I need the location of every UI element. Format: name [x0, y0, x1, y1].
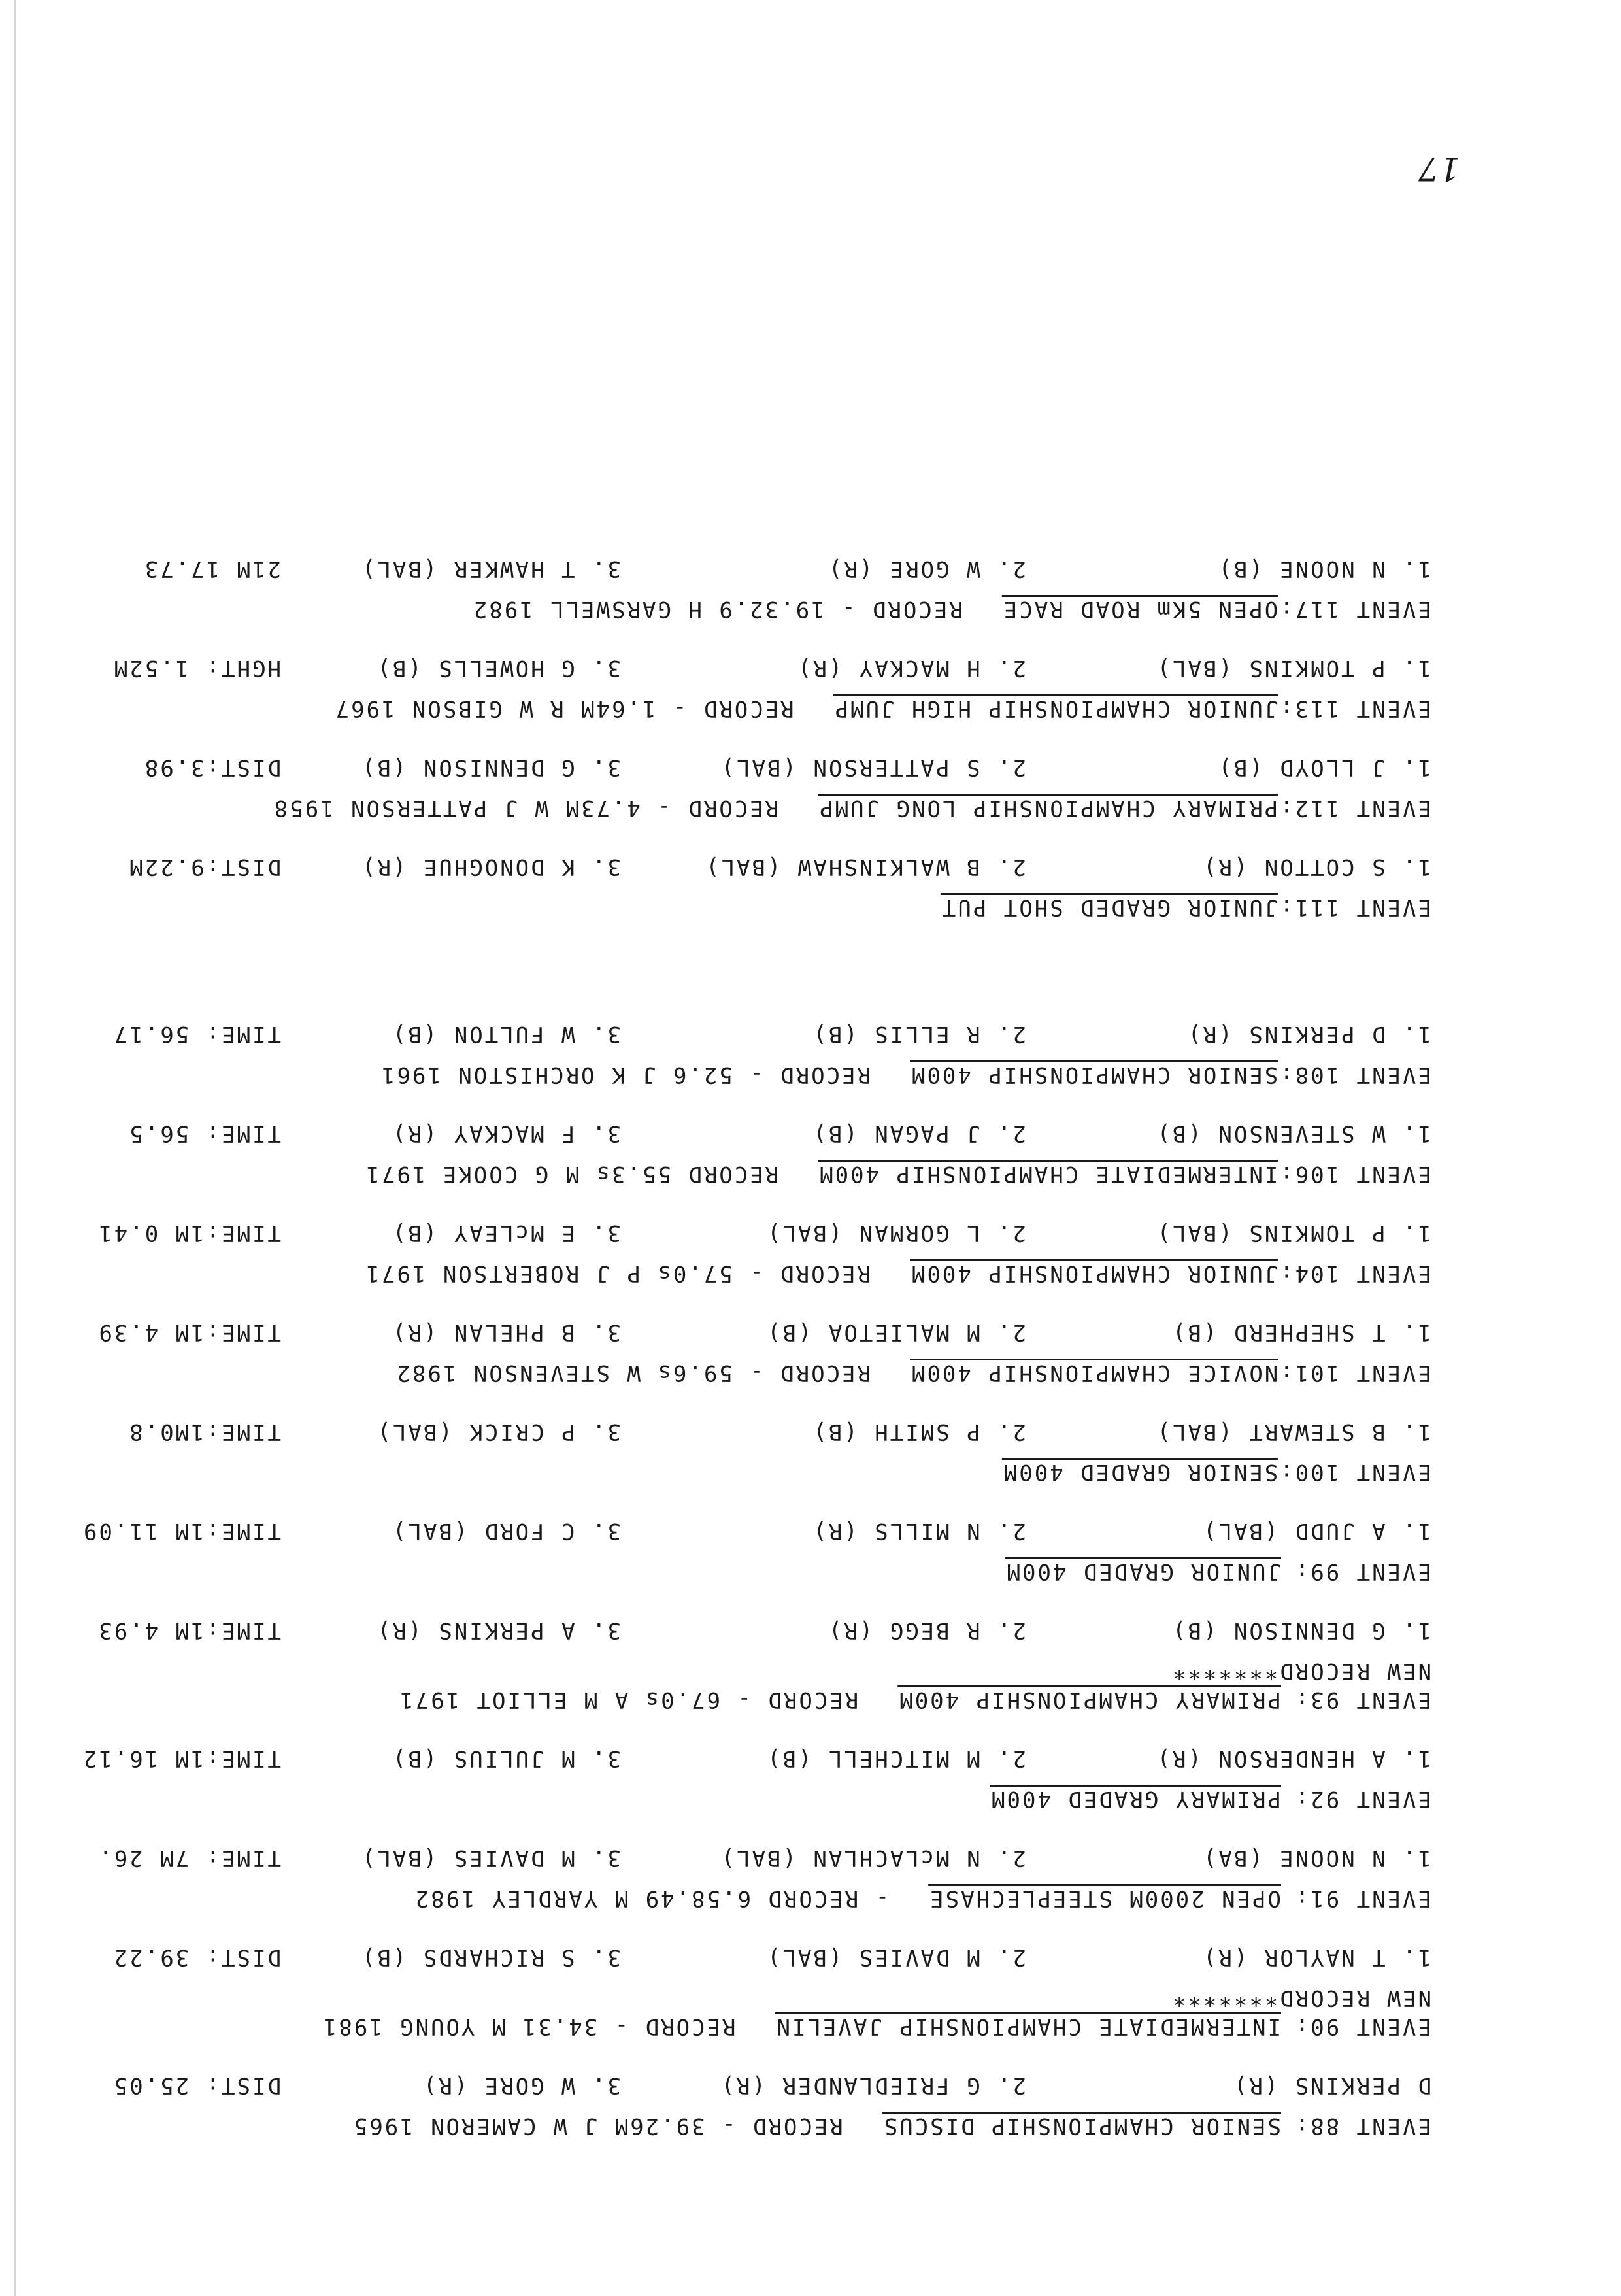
event-number: EVENT 92: [1293, 1786, 1431, 1812]
third-place: 3. K DONOGHUE (R) [360, 854, 621, 880]
first-place: 1. G DENNISON (B) [1171, 1617, 1431, 1644]
winning-performance: TIME: 7M 26. [97, 1845, 281, 1871]
second-place: 2. S PATTERSON (BAL) [719, 754, 1026, 781]
event-record: RECORD - 57.0s P J ROBERTSON 1971 [364, 1260, 871, 1287]
second-place: 2. L GORMAN (BAL) [765, 1220, 1026, 1246]
third-place: 3. W FULTON (B) [390, 1021, 621, 1047]
event-heading [124, 1883, 1431, 1912]
first-place: 1. P TOMKINS (BAL) [1155, 1220, 1431, 1246]
event-heading [124, 1258, 1431, 1287]
event-number: EVENT 113: [1278, 696, 1431, 722]
event-results [124, 851, 1431, 880]
event-block [124, 1118, 1431, 1187]
event-record: RECORD - 59.6s W STEVENSON 1982 [395, 1360, 871, 1386]
event-block [81, 1515, 1431, 1585]
first-place: 1. T SHEPHERD (B) [1171, 1319, 1431, 1345]
winning-performance: DIST: 39.22 [112, 1944, 281, 1970]
event-number: EVENT 106: [1278, 1161, 1431, 1187]
winning-performance: TIME:1M0.8 [127, 1419, 281, 1445]
new-record-note: NEW RECORD******* [1171, 1658, 1431, 1684]
second-place: 2. N McLACHLAN (BAL) [719, 1845, 1026, 1871]
event-block [97, 1842, 1431, 1912]
third-place: 3. G DENNISON (B) [360, 754, 621, 781]
event-block [124, 553, 1431, 622]
first-place: 1. A JUDD (BAL) [1201, 1518, 1431, 1544]
event-heading [124, 1059, 1431, 1088]
event-title: PRIMARY CHAMPIONSHIP 400M [897, 1687, 1281, 1713]
event-record: RECORD - 67.0s A M ELLIOT 1971 [398, 1687, 859, 1713]
event-heading [124, 1783, 1431, 1812]
second-place: 2. H MACKAY (R) [795, 655, 1026, 681]
winning-performance: TIME: 56.5 [127, 1121, 281, 1147]
winning-performance: TIME:1M 16.12 [81, 1746, 281, 1772]
event-number: EVENT 104: [1278, 1260, 1431, 1287]
event-title: INTERMEDIATE CHAMPIONSHIP 400M [818, 1161, 1278, 1187]
event-results [112, 1019, 1431, 1047]
event-title: OPEN 2000M STEEPLECHASE [928, 1885, 1281, 1912]
winning-performance: 21M 17.73 [142, 556, 281, 582]
event-heading [124, 2110, 1431, 2139]
third-place: 3. A PERKINS (R) [375, 1617, 621, 1644]
third-place: 3. M JULIUS (B) [390, 1746, 621, 1772]
winning-performance: DIST: 25.05 [112, 2072, 281, 2099]
second-place: 2. G FRIEDLANDER (R) [719, 2072, 1026, 2099]
event-results [97, 1842, 1431, 1871]
third-place: 3. C FORD (BAL) [390, 1518, 621, 1544]
event-number: EVENT 90: [1293, 2014, 1431, 2040]
second-place: 2. N MILLS (R) [811, 1518, 1026, 1544]
event-results [112, 652, 1431, 681]
first-place: 1. A HENDERSON (R) [1155, 1746, 1431, 1772]
winning-performance: TIME:1M 4.93 [97, 1617, 281, 1644]
event-number: EVENT 108: [1278, 1062, 1431, 1088]
third-place: 3. F MACKAY (R) [390, 1121, 621, 1147]
first-place: 1. P TOMKINS (BAL) [1155, 655, 1431, 681]
second-place: 2. M DAVIES (BAL) [765, 1944, 1026, 1970]
event-title: SENIOR CHAMPIONSHIP 400M [910, 1062, 1278, 1088]
winning-performance: HGHT: 1.52M [112, 655, 281, 681]
first-place: 1. J LLOYD (B) [1216, 754, 1431, 781]
second-place: 2. R ELLIS (B) [811, 1021, 1026, 1047]
event-title: SENIOR GRADED 400M [1001, 1459, 1278, 1485]
event-title: JUNIOR CHAMPIONSHIP 400M [910, 1260, 1278, 1287]
event-number: EVENT 111: [1278, 894, 1431, 920]
third-place: 3. S RICHARDS (B) [360, 1944, 621, 1970]
event-results [124, 553, 1431, 582]
event-block [124, 752, 1431, 821]
event-record: RECORD - 4.73M W J PATTERSON 1958 [272, 795, 779, 821]
third-place: 3. P CRICK (BAL) [375, 1419, 621, 1445]
first-place: 1. N NOONE (B) [1216, 556, 1431, 582]
event-results [81, 1743, 1431, 1772]
page-number: 17 [1418, 150, 1460, 188]
event-block [81, 1743, 1431, 1812]
first-place: 1. W STEVENSON (B) [1155, 1121, 1431, 1147]
winning-performance: TIME:1M 11.09 [81, 1518, 281, 1544]
winning-performance: TIME:1M 4.39 [97, 1319, 281, 1345]
event-title: PRIMARY GRADED 400M [990, 1786, 1281, 1812]
event-number: EVENT 112: [1278, 795, 1431, 821]
winning-performance: DIST:3.98 [142, 754, 281, 781]
event-record: RECORD 55.3s M G COOKE 1971 [364, 1161, 779, 1187]
event-block [97, 1317, 1431, 1386]
first-place: 1. S COTTON (R) [1201, 854, 1431, 880]
second-place: 2. J PAGAN (B) [811, 1121, 1026, 1147]
event-title: INTERMEDIATE CHAMPIONSHIP JAVELIN [775, 2014, 1281, 2040]
second-place: 2. R BEGG (R) [826, 1617, 1026, 1644]
event-heading [124, 2011, 1431, 2040]
winning-performance: TIME: 56.17 [112, 1021, 281, 1047]
event-results [124, 1416, 1431, 1445]
event-title: SENIOR CHAMPIONSHIP DISCUS [882, 2113, 1281, 2139]
event-heading [124, 594, 1431, 622]
first-place: D PERKINS (R) [1231, 2072, 1431, 2099]
third-place: 3. E McLEAY (B) [390, 1220, 621, 1246]
first-place: 1. D PERKINS (R) [1186, 1021, 1431, 1047]
second-place: 2. P SMITH (B) [811, 1419, 1026, 1445]
event-block [112, 2070, 1431, 2139]
event-number: EVENT 100: [1278, 1459, 1431, 1485]
winning-performance: DIST:9.22M [127, 854, 281, 880]
second-place: 2. B WALKINSHAW (BAL) [704, 854, 1026, 880]
event-block [97, 1217, 1431, 1287]
event-record: - RECORD 6.58.49 M YARDLEY 1982 [413, 1885, 890, 1912]
first-place: 1. N NOONE (BA) [1201, 1845, 1431, 1871]
event-number: EVENT 91: [1293, 1885, 1431, 1912]
event-number: EVENT 101: [1278, 1360, 1431, 1386]
event-record: RECORD - 34.31 M YOUNG 1981 [321, 2014, 736, 2040]
event-block [97, 1615, 1431, 1713]
event-title: JUNIOR CHAMPIONSHIP HIGH JUMP [833, 696, 1278, 722]
event-heading [124, 892, 1431, 920]
event-heading [124, 1684, 1431, 1713]
event-block [112, 652, 1431, 722]
third-place: 3. G HOWELLS (B) [375, 655, 621, 681]
event-title: NOVICE CHAMPIONSHIP 400M [910, 1360, 1278, 1386]
event-results [81, 1515, 1431, 1544]
event-results [112, 2070, 1431, 2099]
event-results [97, 1615, 1431, 1644]
event-block [124, 851, 1431, 920]
event-record: RECORD - 19.32.9 H GARSWELL 1982 [471, 596, 963, 622]
event-results [97, 1217, 1431, 1246]
event-heading [124, 792, 1431, 821]
first-place: 1. T NAYLOR (R) [1201, 1944, 1431, 1970]
winning-performance: TIME:1M 0.41 [97, 1220, 281, 1246]
event-number: EVENT 99: [1293, 1559, 1431, 1585]
event-number: EVENT 93: [1293, 1687, 1431, 1713]
event-results [97, 1317, 1431, 1345]
event-heading [124, 1357, 1431, 1386]
event-block [112, 1942, 1431, 2040]
event-number: EVENT 88: [1293, 2113, 1431, 2139]
event-record: RECORD - 39.26M J W CAMERON 1965 [352, 2113, 843, 2139]
third-place: 3. B PHELAN (R) [390, 1319, 621, 1345]
event-heading [124, 1556, 1431, 1585]
event-number: EVENT 117: [1278, 596, 1431, 622]
event-title: OPEN 5Km ROAD RACE [1001, 596, 1278, 622]
event-results-list [81, 523, 1431, 2139]
third-place: 3. T HAWKER (BAL) [360, 556, 621, 582]
event-record: RECORD - 52.6 J K ORCHISTON 1961 [379, 1062, 871, 1088]
event-title: JUNIOR GRADED 400M [1005, 1559, 1281, 1585]
event-heading [124, 1158, 1431, 1187]
event-heading [124, 693, 1431, 722]
new-record-note: NEW RECORD******* [1171, 1985, 1431, 2011]
second-place: 2. M MALIETOA (B) [765, 1319, 1026, 1345]
third-place: 3. W GORE (R) [421, 2072, 621, 2099]
event-heading [124, 1457, 1431, 1485]
event-block [112, 1019, 1431, 1088]
event-title: JUNIOR GRADED SHOT PUT [940, 894, 1278, 920]
event-results [112, 1942, 1431, 1970]
event-record: RECORD - 1.64M R W GIBSON 1967 [333, 696, 794, 722]
event-block [124, 1416, 1431, 1485]
first-place: 1. B STEWART (BAL) [1155, 1419, 1431, 1445]
event-results [124, 752, 1431, 781]
second-place: 2. W GORE (R) [826, 556, 1026, 582]
third-place: 3. M DAVIES (BAL) [360, 1845, 621, 1871]
event-results [124, 1118, 1431, 1147]
second-place: 2. M MITCHELL (B) [765, 1746, 1026, 1772]
event-title: PRIMARY CHAMPIONSHIP LONG JUMP [818, 795, 1278, 821]
